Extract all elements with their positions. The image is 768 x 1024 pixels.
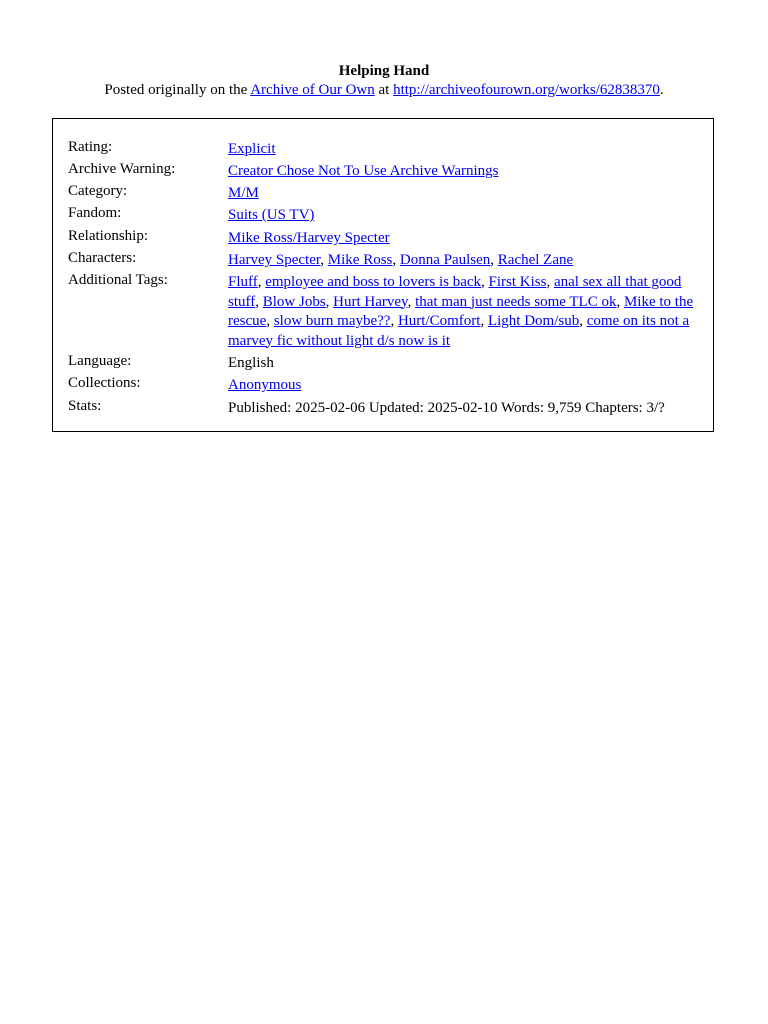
tag-link[interactable]: that man just needs some TLC ok (415, 293, 617, 310)
category-value (228, 184, 698, 204)
tag-separator: , (257, 274, 266, 290)
collections-label: Collections: (68, 375, 141, 391)
relationship-label: Relationship: (68, 228, 148, 244)
stats-label: Stats: (68, 398, 102, 414)
fandom-link[interactable]: Suits (US TV) (228, 207, 315, 223)
tag-link[interactable]: Hurt/Comfort (397, 313, 481, 329)
tags-label: Additional Tags: (68, 272, 168, 288)
tag-separator: , (320, 252, 328, 268)
tag-separator: , (325, 293, 334, 310)
work-title: Helping Hand (338, 63, 430, 79)
tag-separator: , (616, 293, 624, 310)
tag-link[interactable]: come on its not a marvey fic without light d/s now is it (228, 313, 690, 349)
tag-separator: , (407, 293, 416, 310)
tag-link[interactable]: Hurt Harvey (333, 293, 408, 310)
rating-value (228, 140, 698, 160)
posted-prefix: Posted originally on the (104, 82, 251, 98)
category-link[interactable]: M/M (228, 185, 259, 201)
tag-separator: , (481, 274, 489, 290)
relationship-value (228, 229, 698, 249)
tag-separator: , (490, 252, 498, 268)
category-label: Category: (68, 183, 128, 199)
tag-link[interactable]: slow burn maybe?? (273, 313, 391, 329)
posted-line (0, 81, 768, 100)
work-metadata-box (52, 118, 714, 432)
tag-link[interactable]: Light Dom/sub (487, 313, 580, 329)
character-link[interactable]: Harvey Specter (228, 252, 321, 268)
tag-link[interactable]: Mike to the rescue (228, 293, 694, 329)
tag-link[interactable]: Fluff (228, 274, 258, 290)
work-url-link[interactable]: http://archiveofourown.org/works/62838370 (393, 82, 660, 98)
tag-link[interactable]: First Kiss (488, 274, 547, 290)
character-link[interactable]: Rachel Zane (497, 252, 574, 268)
character-link[interactable]: Donna Paulsen (399, 252, 491, 268)
tag-separator: , (480, 313, 488, 329)
fandom-value (228, 206, 698, 226)
language-value: English (228, 355, 274, 371)
warning-link[interactable]: Creator Chose Not To Use Archive Warnings (228, 163, 499, 179)
fandom-label: Fandom: (68, 205, 122, 221)
relationship-link[interactable]: Mike Ross/Harvey Specter (228, 230, 390, 246)
characters-value (228, 251, 698, 271)
tag-separator: , (266, 313, 274, 329)
work-header (0, 62, 768, 100)
tag-separator: , (390, 313, 398, 329)
collections-value (228, 376, 698, 396)
tag-separator: , (255, 293, 263, 310)
characters-label: Characters: (68, 250, 137, 266)
archive-link[interactable]: Archive of Our Own (250, 82, 375, 98)
collection-link[interactable]: Anonymous (228, 377, 302, 393)
tag-link[interactable]: anal sex all that good stuff (228, 274, 682, 310)
posted-suffix: . (659, 82, 664, 98)
character-link[interactable]: Mike Ross (327, 252, 393, 268)
rating-label: Rating: (68, 139, 113, 155)
posted-middle: at (374, 82, 394, 98)
warning-value (228, 162, 698, 182)
tag-link[interactable]: Blow Jobs (262, 293, 326, 310)
rating-link[interactable]: Explicit (228, 141, 276, 157)
language-label: Language: (68, 353, 132, 369)
tags-value (228, 273, 698, 351)
tag-separator: , (579, 313, 587, 329)
tag-link[interactable]: employee and boss to lovers is back (265, 274, 482, 290)
warning-label: Archive Warning: (68, 161, 176, 177)
tag-separator: , (392, 252, 400, 268)
stats-value: Published: 2025-02-06 Updated: 2025-02-10 Words: 9,759 Chapters: 3/? (228, 400, 665, 416)
tag-separator: , (546, 274, 554, 290)
